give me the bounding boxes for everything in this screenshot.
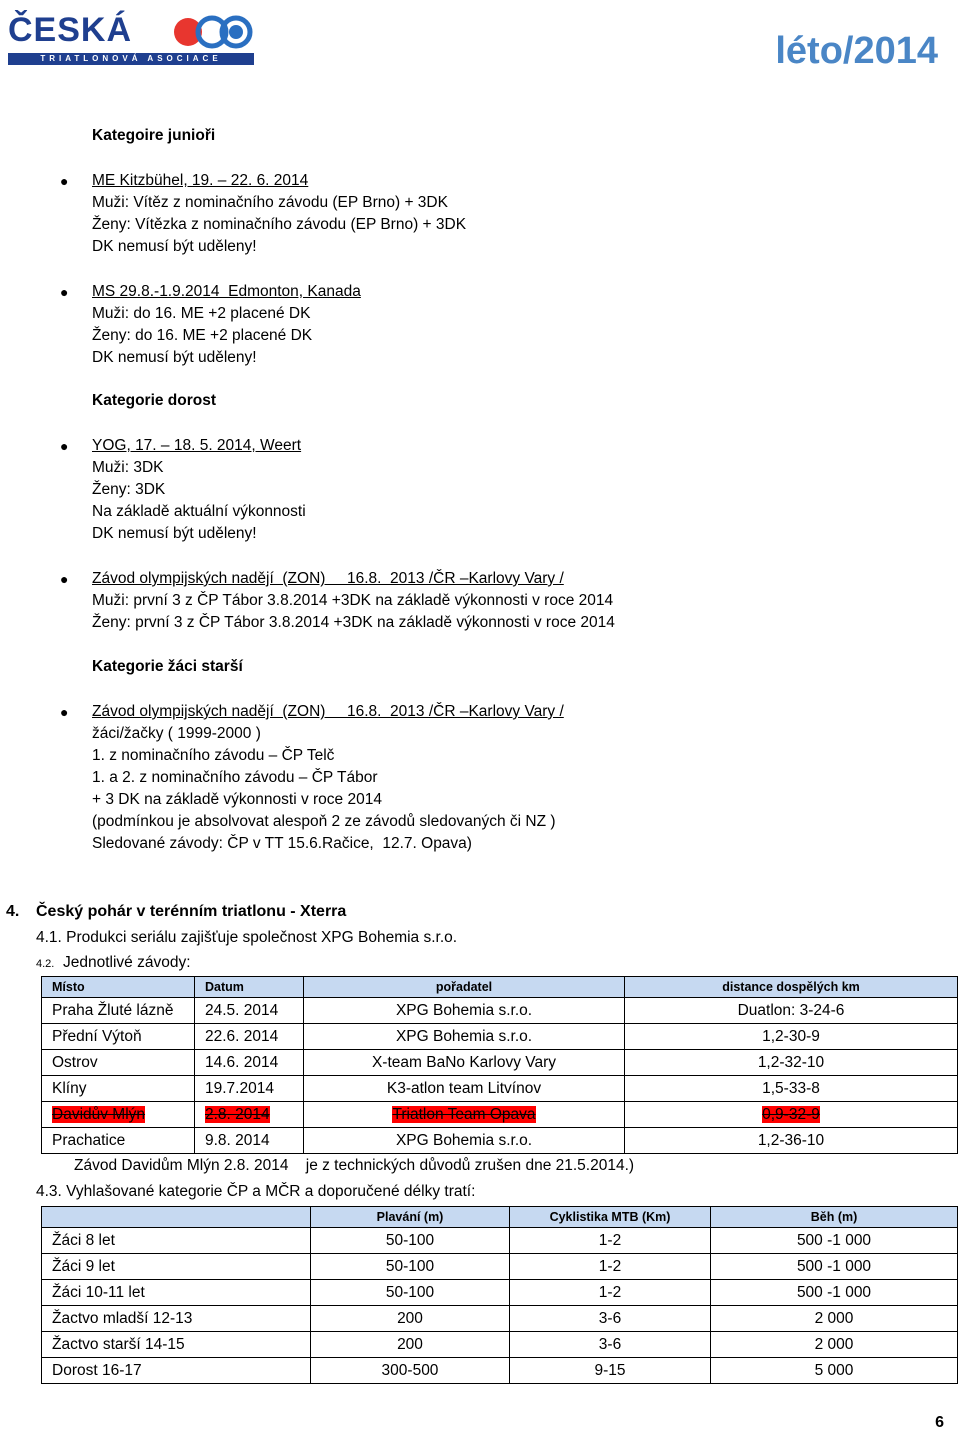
race-datum-cell bbox=[195, 998, 304, 1024]
heading-zaci: Kategorie žáci starší bbox=[92, 658, 243, 675]
logo-subtitle: TRIATLONOVÁ ASOCIACE bbox=[8, 53, 254, 65]
column-header: pořadatel bbox=[304, 977, 625, 998]
cell-text: Davidův Mlýn bbox=[52, 1106, 146, 1123]
bullet-icon: ● bbox=[60, 571, 69, 587]
text-line: Ženy: do 16. ME +2 placené DK bbox=[92, 327, 313, 344]
table-row bbox=[42, 1228, 958, 1254]
cell-text: XPG Bohemia s.r.o. bbox=[395, 1028, 533, 1045]
text-line: 1. z nominačního závodu – ČP Telč bbox=[92, 747, 335, 764]
column-header: Plavání (m) bbox=[311, 1207, 510, 1228]
section-heading-xterra bbox=[6, 901, 346, 923]
item-yog: YOG, 17. – 18. 5. 2014, Weert bbox=[92, 437, 302, 454]
race-distance-cell bbox=[625, 1050, 958, 1076]
category-plavani-cell: 50-100 bbox=[311, 1254, 510, 1280]
cell-text: Klíny bbox=[52, 1080, 87, 1097]
race-distance-cell bbox=[625, 1102, 958, 1128]
cell-text: Přední Výtoň bbox=[52, 1028, 142, 1045]
race-misto-cell bbox=[42, 1102, 195, 1128]
race-misto-cell bbox=[42, 998, 195, 1024]
race-distance-cell bbox=[625, 1024, 958, 1050]
text-line: Muži: první 3 z ČP Tábor 3.8.2014 +3DK na základě výkonnosti v roce 2014 bbox=[92, 592, 614, 609]
cell-text: Praha Žluté lázně bbox=[52, 1002, 174, 1019]
text-line: 1. a 2. z nominačního závodu – ČP Tábor bbox=[92, 769, 378, 786]
race-poradatel-cell bbox=[304, 998, 625, 1024]
cell-text: 1,5-33-8 bbox=[762, 1080, 820, 1097]
column-header: Místo bbox=[42, 977, 195, 998]
category-plavani-cell: 200 bbox=[311, 1306, 510, 1332]
race-datum-cell bbox=[195, 1076, 304, 1102]
race-misto-cell bbox=[42, 1076, 195, 1102]
race-poradatel-cell bbox=[304, 1024, 625, 1050]
cell-text: 14.6. 2014 bbox=[205, 1054, 279, 1071]
table-header-row bbox=[42, 1207, 958, 1228]
paragraph-4-2 bbox=[36, 952, 191, 975]
column-header: Datum bbox=[195, 977, 304, 998]
category-name-cell: Žáci 10-11 let bbox=[42, 1280, 311, 1306]
category-name-cell: Žáci 9 let bbox=[42, 1254, 311, 1280]
cell-text: 1,2-32-10 bbox=[757, 1054, 825, 1071]
category-beh-cell: 500 -1 000 bbox=[711, 1254, 958, 1280]
race-misto-cell bbox=[42, 1128, 195, 1154]
category-plavani-cell: 50-100 bbox=[311, 1228, 510, 1254]
table-row bbox=[42, 1128, 958, 1154]
cta-logo bbox=[8, 12, 254, 62]
cell-text: 19.7.2014 bbox=[205, 1080, 274, 1097]
paragraph-4-1: 4.1. Produkci seriálu zajišťuje společnost XPG Bohemia s.r.o. bbox=[36, 929, 458, 946]
column-header: Běh (m) bbox=[711, 1207, 958, 1228]
categories-table bbox=[41, 1206, 958, 1384]
table-row bbox=[42, 1102, 958, 1128]
text-line: Sledované závody: ČP v TT 15.6.Račice, 12.7. Opava) bbox=[92, 835, 472, 852]
cell-text: 22.6. 2014 bbox=[205, 1028, 279, 1045]
category-cyklo-cell: 1-2 bbox=[510, 1254, 711, 1280]
category-cyklo-cell: 9-15 bbox=[510, 1358, 711, 1384]
race-poradatel-cell bbox=[304, 1076, 625, 1102]
text-line: Na základě aktuální výkonnosti bbox=[92, 503, 306, 520]
text-line: Ženy: 3DK bbox=[92, 481, 166, 498]
item-zon-dorost: Závod olympijských nadějí (ZON) 16.8. 2013 /ČR –Karlovy Vary / bbox=[92, 570, 564, 587]
race-misto-cell bbox=[42, 1024, 195, 1050]
bullet-icon: ● bbox=[60, 284, 69, 300]
race-distance-cell bbox=[625, 1076, 958, 1102]
category-name-cell: Dorost 16-17 bbox=[42, 1358, 311, 1384]
race-datum-cell bbox=[195, 1050, 304, 1076]
page-number: 6 bbox=[935, 1414, 944, 1431]
category-beh-cell: 2 000 bbox=[711, 1332, 958, 1358]
category-cyklo-cell: 3-6 bbox=[510, 1306, 711, 1332]
text-line: (podmínkou je absolvovat alespoň 2 ze závodů sledovaných či NZ ) bbox=[92, 813, 556, 830]
table-row bbox=[42, 1050, 958, 1076]
logo-rings-icon bbox=[172, 12, 254, 52]
table-row bbox=[42, 1332, 958, 1358]
cell-text: 1,2-30-9 bbox=[762, 1028, 820, 1045]
item-zon-zaci: Závod olympijských nadějí (ZON) 16.8. 2013 /ČR –Karlovy Vary / bbox=[92, 703, 564, 720]
cell-text: Ostrov bbox=[52, 1054, 98, 1071]
cell-text: X-team BaNo Karlovy Vary bbox=[371, 1054, 557, 1071]
cell-text: K3-atlon team Litvínov bbox=[386, 1080, 542, 1097]
race-distance-cell bbox=[625, 998, 958, 1024]
race-datum-cell bbox=[195, 1128, 304, 1154]
table-row bbox=[42, 1254, 958, 1280]
category-name-cell: Žáci 8 let bbox=[42, 1228, 311, 1254]
category-name-cell: Žactvo starší 14-15 bbox=[42, 1332, 311, 1358]
text-line: DK nemusí být uděleny! bbox=[92, 238, 257, 255]
cell-text: 24.5. 2014 bbox=[205, 1002, 279, 1019]
text-line: Muži: Vítěz z nominačního závodu (EP Brno) + 3DK bbox=[92, 194, 448, 211]
cell-text: XPG Bohemia s.r.o. bbox=[395, 1132, 533, 1149]
table-row bbox=[42, 998, 958, 1024]
section-title: Český pohár v terénním triatlonu - Xterra bbox=[36, 903, 347, 920]
cell-text: Triatlon Team Opava bbox=[392, 1106, 536, 1123]
text-line: DK nemusí být uděleny! bbox=[92, 525, 257, 542]
race-poradatel-cell bbox=[304, 1102, 625, 1128]
category-beh-cell: 2 000 bbox=[711, 1306, 958, 1332]
text-line: žáci/žačky ( 1999-2000 ) bbox=[92, 725, 261, 742]
column-header: distance dospělých km bbox=[625, 977, 958, 998]
category-cyklo-cell: 1-2 bbox=[510, 1228, 711, 1254]
paragraph-text: Jednotlivé závody: bbox=[62, 954, 191, 971]
cell-text: Prachatice bbox=[52, 1132, 126, 1149]
category-plavani-cell: 200 bbox=[311, 1332, 510, 1358]
category-cyklo-cell: 3-6 bbox=[510, 1332, 711, 1358]
season-title: léto/2014 bbox=[775, 30, 938, 72]
cell-text: Duatlon: 3-24-6 bbox=[737, 1002, 845, 1019]
paragraph-number: 4.2. bbox=[36, 958, 55, 970]
table-row bbox=[42, 1076, 958, 1102]
table-row bbox=[42, 1280, 958, 1306]
column-header: Cyklistika MTB (Km) bbox=[510, 1207, 711, 1228]
cell-text: 0,9-32-9 bbox=[762, 1106, 820, 1123]
logo-text: ČESKÁ bbox=[8, 11, 133, 49]
item-ms-edmonton: MS 29.8.-1.9.2014 Edmonton, Kanada bbox=[92, 283, 361, 300]
heading-juniors: Kategoire junioři bbox=[92, 127, 216, 144]
heading-dorost: Kategorie dorost bbox=[92, 392, 217, 409]
table-row bbox=[42, 1358, 958, 1384]
text-line: DK nemusí být uděleny! bbox=[92, 349, 257, 366]
text-line: Ženy: první 3 z ČP Tábor 3.8.2014 +3DK na základě výkonnosti v roce 2014 bbox=[92, 614, 615, 631]
race-poradatel-cell bbox=[304, 1050, 625, 1076]
category-name-cell: Žactvo mladší 12-13 bbox=[42, 1306, 311, 1332]
table-header-row bbox=[42, 977, 958, 998]
cell-text: 9.8. 2014 bbox=[205, 1132, 270, 1149]
bullet-icon: ● bbox=[60, 438, 69, 454]
cell-text: XPG Bohemia s.r.o. bbox=[395, 1002, 533, 1019]
text-line: Ženy: Vítězka z nominačního závodu (EP Brno) + 3DK bbox=[92, 216, 467, 233]
column-header bbox=[42, 1207, 311, 1228]
races-table bbox=[41, 976, 958, 1154]
race-misto-cell bbox=[42, 1050, 195, 1076]
paragraph-4-3: 4.3. Vyhlašované kategorie ČP a MČR a doporučené délky tratí: bbox=[36, 1183, 476, 1200]
race-datum-cell bbox=[195, 1024, 304, 1050]
race-poradatel-cell bbox=[304, 1128, 625, 1154]
item-me-kitzbuhel: ME Kitzbühel, 19. – 22. 6. 2014 bbox=[92, 172, 309, 189]
bullet-icon: ● bbox=[60, 704, 69, 720]
category-plavani-cell: 50-100 bbox=[311, 1280, 510, 1306]
bullet-icon: ● bbox=[60, 173, 69, 189]
table-row bbox=[42, 1306, 958, 1332]
category-beh-cell: 5 000 bbox=[711, 1358, 958, 1384]
text-line: + 3 DK na základě výkonnosti v roce 2014 bbox=[92, 791, 382, 808]
cell-text: 2.8. 2014 bbox=[205, 1106, 270, 1123]
text-line: Muži: do 16. ME +2 placené DK bbox=[92, 305, 311, 322]
category-beh-cell: 500 -1 000 bbox=[711, 1228, 958, 1254]
cell-text: 1,2-36-10 bbox=[757, 1132, 825, 1149]
category-cyklo-cell: 1-2 bbox=[510, 1280, 711, 1306]
category-beh-cell: 500 -1 000 bbox=[711, 1280, 958, 1306]
category-plavani-cell: 300-500 bbox=[311, 1358, 510, 1384]
race-datum-cell bbox=[195, 1102, 304, 1128]
section-number: 4. bbox=[6, 903, 20, 920]
cancel-note: Závod Davidům Mlýn 2.8. 2014 je z technických důvodů zrušen dne 21.5.2014.) bbox=[74, 1157, 635, 1174]
text-line: Muži: 3DK bbox=[92, 459, 164, 476]
race-distance-cell bbox=[625, 1128, 958, 1154]
table-row bbox=[42, 1024, 958, 1050]
